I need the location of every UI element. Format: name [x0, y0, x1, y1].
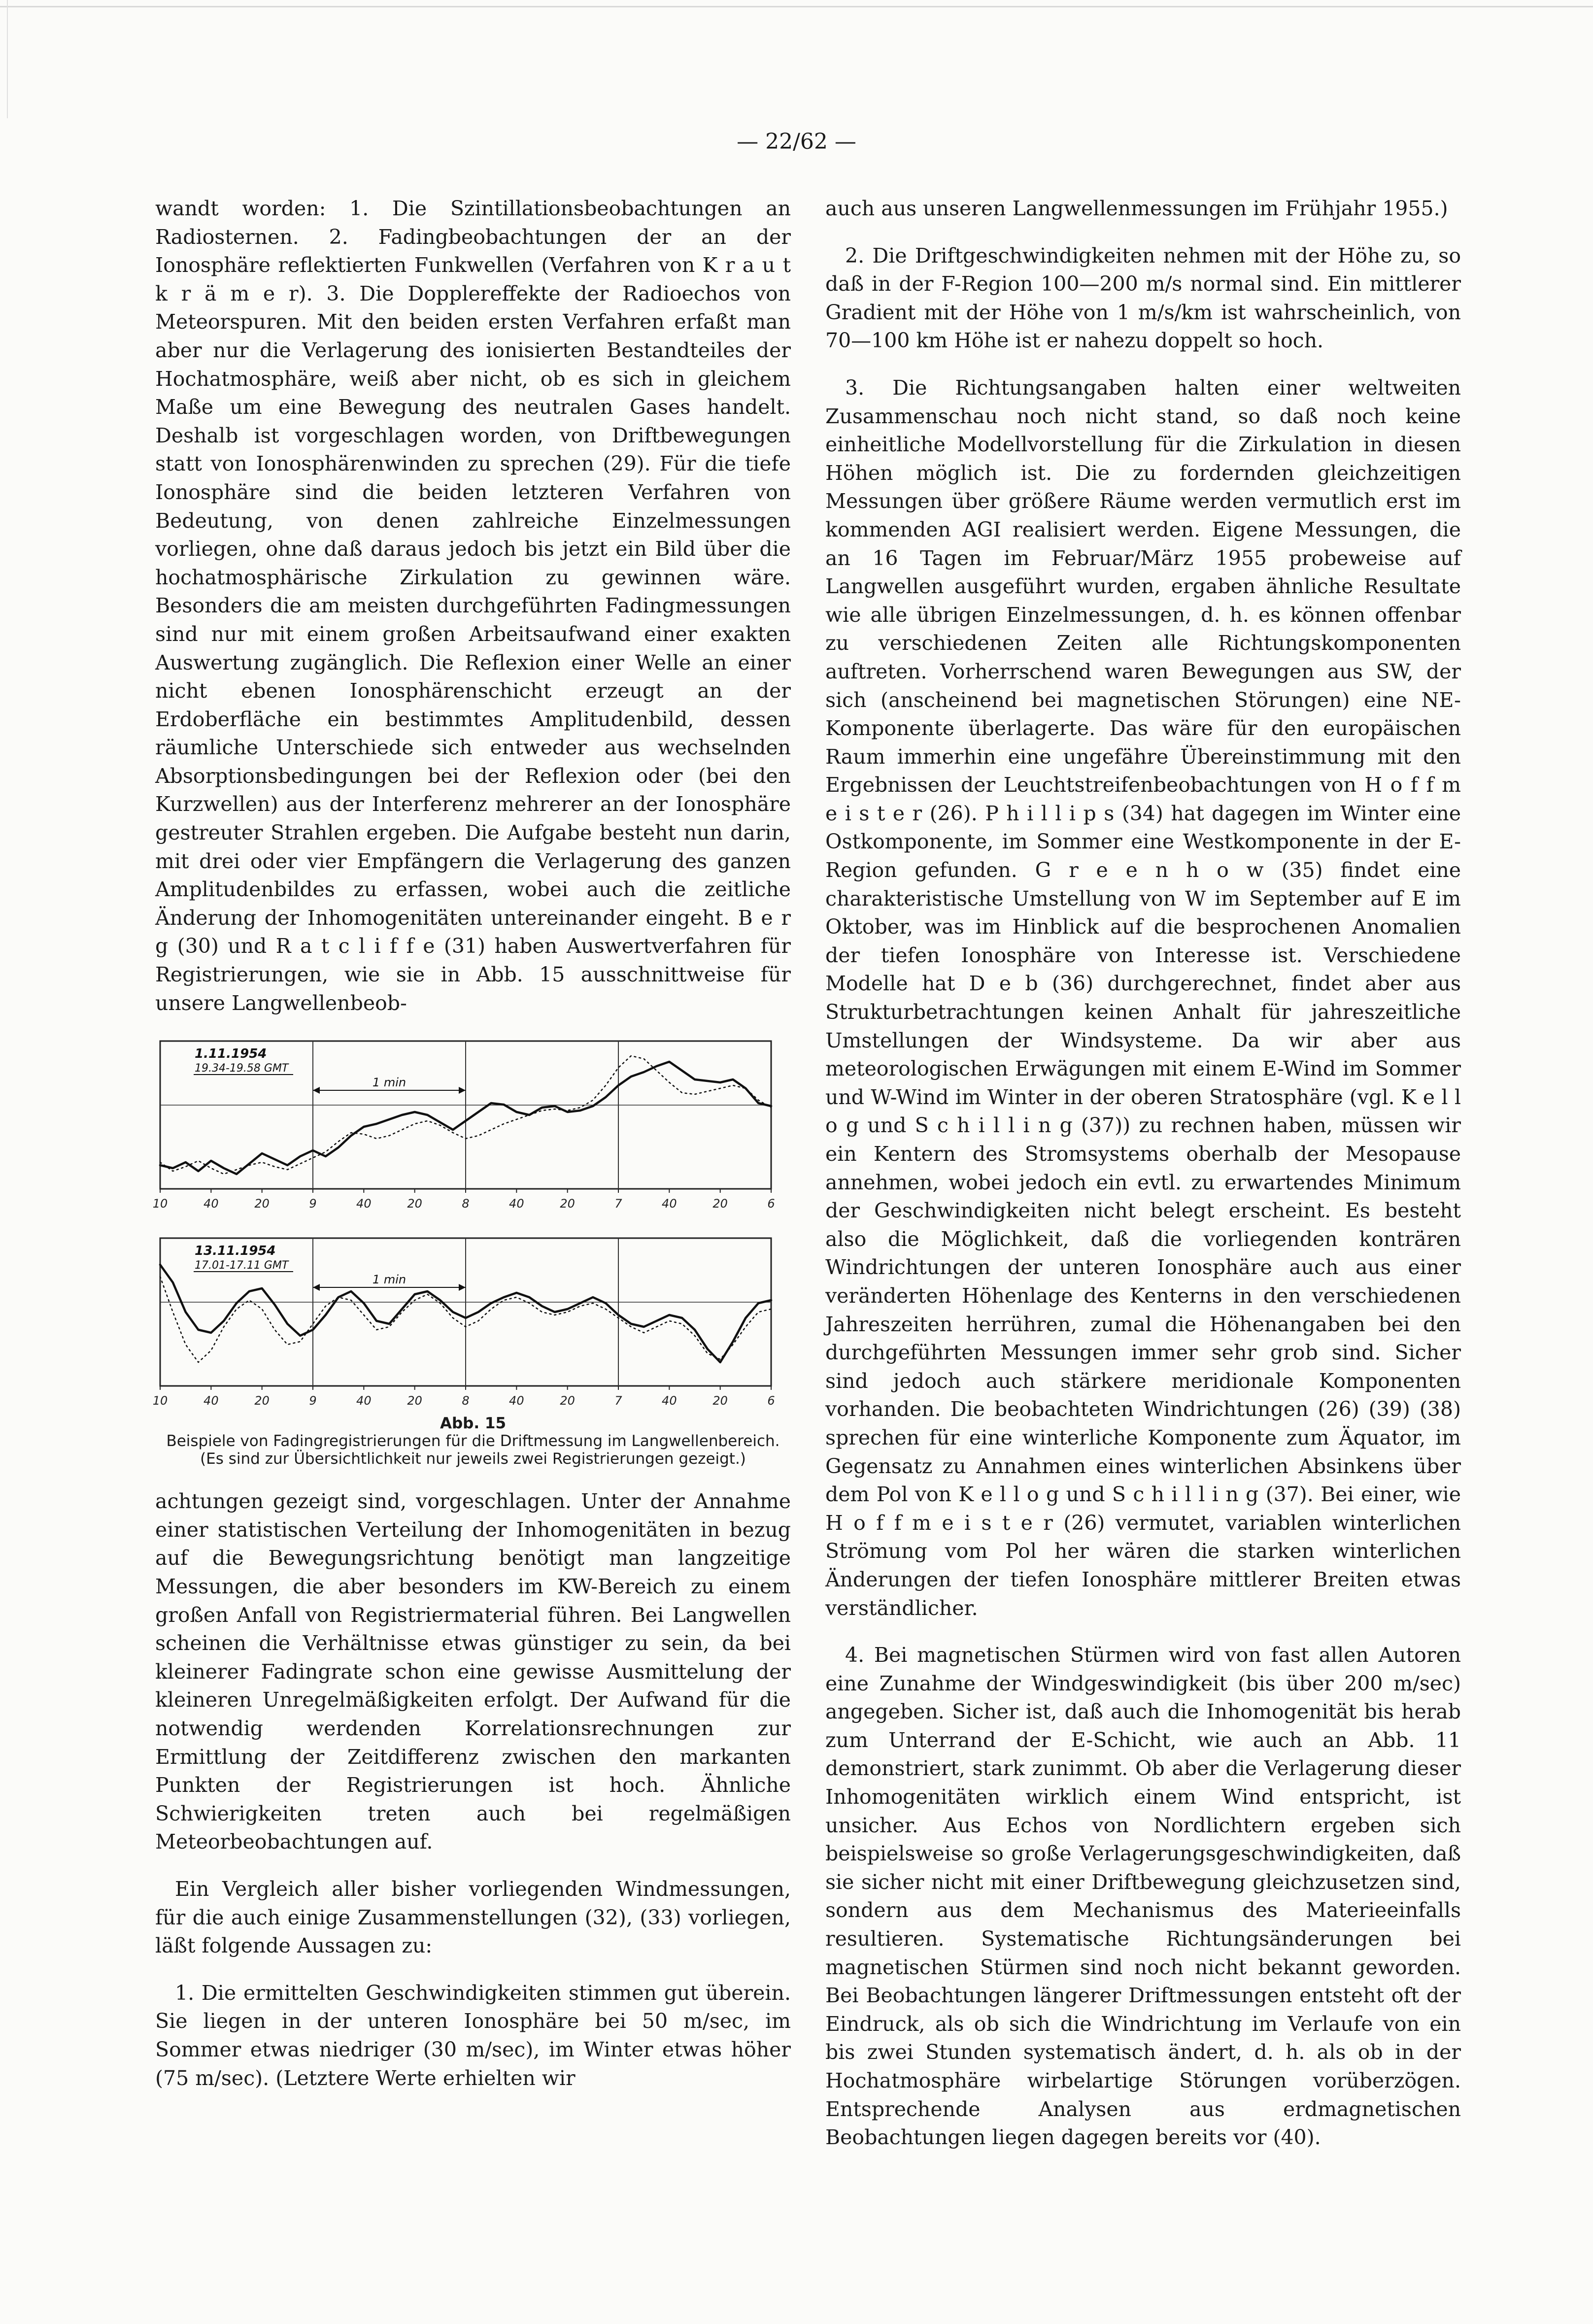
caption-text: Beispiele von Fadingregistrierungen für die Driftmessung im Langwellenbereich. (Es sind zur Übersichtlichkeit nur jeweils zwei Registrierungen gezeigt.)	[166, 1432, 780, 1468]
figure-caption	[155, 1415, 791, 1468]
chart-subtitle: 17.01-17.11 GMT	[195, 1259, 289, 1272]
x-tick-label: 20	[560, 1197, 575, 1211]
x-tick-label: 9	[309, 1197, 317, 1211]
x-tick-label: 40	[203, 1197, 219, 1211]
left-column	[152, 195, 791, 2111]
x-tick-label: 10	[152, 1197, 168, 1211]
x-tick-label: 20	[254, 1394, 270, 1408]
page-number: — 22/62 —	[737, 129, 856, 154]
paragraph: wandt worden: 1. Die Szintillationsbeobachtungen an Radiosternen. 2. Fadingbeobachtungen der an der Ionosphäre reflektierten Funkwellen (Verfahren von K r a u t k r ä m e r). 3. Die Dopplereffekte der Radioechos von Meteorspuren. Mit den beiden ersten Verfahren erfaßt man aber nur die Verlagerung des ionisierten Bestandteiles der Hochatmosphäre, weiß aber nicht, ob es sich in gleichem Maße um eine Bewegung des neutralen Gases handelt. Deshalb ist vorgeschlagen worden, von Driftbewegungen statt von Ionosphärenwinden zu sprechen (29). Für die tiefe Ionosphäre sind die beiden letzteren Verfahren von Bedeutung, von denen zahlreiche Einzelmessungen vorliegen, ohne daß daraus jedoch bis jetzt ein Bild über die hochatmosphärische Zirkulation zu gewinnen wäre. Besonders die am meisten durchgeführten Fadingmessungen sind nur mit einem großen Arbeitsaufwand einer exakten Auswertung zugänglich. Die Reflexion einer Welle an einer nicht ebenen Ionosphärenschicht erzeugt an der Erdoberfläche ein bestimmtes Amplitudenbild, dessen räumliche Unterschiede sich entweder aus wechselnden Absorptionsbedingungen bei der Reflexion oder (bei den Kurzwellen) aus der Interferenz mehrerer an der Ionosphäre gestreuter Strahlen ergeben. Die Aufgabe besteht nun darin, mit drei oder vier Empfängern die Verlagerung des ganzen Amplitudenbildes zu erfassen, wobei auch die zeitliche Änderung der Inhomogenitäten untereinander eingeht. B e r g (30) und R a t c l i f f e (31) haben Auswertverfahren für Registrierungen, wie sie in Abb. 15 ausschnittweise für unsere Langwellenbeob-	[155, 197, 791, 1015]
paragraph: auch aus unseren Langwellenmessungen im Frühjahr 1955.)	[825, 197, 1448, 220]
paragraph: 1. Die ermittelten Geschwindigkeiten stimmen gut überein. Sie liegen in der unteren Ionosphäre bei 50 m/sec, im Sommer etwas niedriger (30 m/sec), im Winter etwas höher (75 m/sec). (Letztere Werte erhielten wir	[155, 1981, 791, 2090]
x-tick-label: 40	[356, 1394, 372, 1408]
paragraph: 4. Bei magnetischen Stürmen wird von fast allen Autoren eine Zunahme der Windgeswindigkeit (bis über 200 m/sec) angegeben. Sicher ist, daß auch die Inhomogenität bis herab zum Unterrand der E-Schicht, wie auch an Abb. 11 demonstriert, stark zunimmt. Ob aber die Verlagerung dieser Inhomogenitäten wirklich einem Wind entspricht, ist unsicher. Aus Echos von Nordlichtern ergeben sich beispielsweise so große Verlagerungsgeschwindigkeiten, daß sie sicher nicht mit einer Driftbewegung gleichzusetzen sind, sondern aus dem Mechanismus des Materieeinfalls resultieren. Systematische Richtungsänderungen bei magnetischen Stürmen sind noch nicht bekannt geworden. Bei Beobachtungen längerer Driftmessungen entsteht oft der Eindruck, als ob sich die Windrichtung im Verlaufe von ein bis zwei Stunden systematisch ändert, d. h. als ob in der Hochatmosphäre wirbelartige Störungen vorüberzögen. Entsprechende Analysen aus erdmagnetischen Beobachtungen liegen dagegen bereits vor (40).	[825, 1643, 1461, 2150]
x-tick-label: 7	[614, 1197, 622, 1211]
x-tick-label: 20	[560, 1394, 575, 1408]
scale-label: 1 min	[372, 1076, 407, 1090]
fading-chart-1	[152, 1036, 791, 1213]
x-tick-label: 6	[767, 1394, 775, 1408]
x-tick-label: 40	[509, 1197, 524, 1211]
chart-subtitle: 19.34-19.58 GMT	[195, 1062, 289, 1075]
x-tick-label: 20	[254, 1197, 270, 1211]
paragraph: 3. Die Richtungsangaben halten einer weltweiten Zusammenschau noch nicht stand, so daß noch keine einheitliche Modellvorstellung für die Zirkulation in diesen Höhen möglich ist. Die zu fordernden gleichzeitigen Messungen über größere Räume werden vermutlich erst im kommenden AGI realisiert werden. Eigene Messungen, die an 16 Tagen im Februar/März 1955 probeweise auf Langwellen ausgeführt wurden, ergaben ähnliche Resultate wie alle übrigen Einzelmessungen, d. h. es können offenbar zu verschiedenen Zeiten alle Richtungskomponenten auftreten. Vorherrschend waren Bewegungen aus SW, der sich (anscheinend bei magnetischen Störungen) eine NE-Komponente überlagerte. Das wäre für den europäischen Raum immerhin eine ungefähre Übereinstimmung mit den Ergebnissen der Leuchtstreifenbeobachtungen von H o f f m e i s t e r (26). P h i l l i p s (34) hat dagegen im Winter eine Ostkomponente, im Sommer eine Westkomponente in der E-Region gefunden. G r e e n h o w (35) findet eine charakteristische Umstellung von W im September auf E im Oktober, was im Hinblick auf die besprochenen Anomalien der tiefen Ionosphäre von Interesse ist. Verschiedene Modelle hat D e b (36) durchgerechnet, findet aber aus Strukturbetrachtungen keinen Anhalt für jahreszeitliche Umstellungen der Windsysteme. Da wir aber aus meteorologischen Erwägungen mit einem E-Wind im Sommer und W-Wind im Winter in der oberen Stratosphäre (vgl. K e l l o g und S c h i l l i n g (37)) zu rechnen haben, müssen wir ein Kentern des Stromsystems oberhalb der Mesopause annehmen, wobei jedoch ein evtl. zu erwartendes Minimum der Geschwindigkeiten nicht belegt erscheint. Es besteht also die Möglichkeit, daß die vorliegenden konträren Windrichtungen der unteren Ionosphäre auch aus einer veränderten Höhenlage des Kenterns in den verschiedenen Jahreszeiten herrühren, zumal die Höhenangaben bei den durchgeführten Messungen immer sehr grob sind. Sicher sind jedoch auch stärkere meridionale Komponenten vorhanden. Die beobachteten Windrichtungen (26) (39) (38) sprechen für eine winterliche Komponente zum Äquator, im Gegensatz zu Annahmen eines winterlichen Absinkens über dem Pol von K e l l o g und S c h i l l i n g (37). Bei einer, wie H o f f m e i s t e r (26) vermutet, variablen winterlichen Strömung vom Pol her wären die starken winterlichen Änderungen der tiefen Ionosphäre mittlerer Breiten etwas verständlicher.	[825, 375, 1461, 1620]
x-tick-label: 40	[662, 1394, 677, 1408]
x-tick-label: 9	[309, 1394, 317, 1408]
right-column	[825, 195, 1461, 2171]
x-tick-label: 6	[767, 1197, 775, 1211]
x-tick-label: 40	[509, 1394, 524, 1408]
x-tick-label: 8	[462, 1197, 470, 1211]
figure-abb-15	[152, 1036, 791, 1468]
x-tick-label: 40	[662, 1197, 677, 1211]
scale-label: 1 min	[372, 1273, 407, 1287]
x-tick-label: 20	[712, 1197, 728, 1211]
x-tick-label: 8	[462, 1394, 470, 1408]
x-tick-label: 40	[203, 1394, 219, 1408]
chart-title: 1.11.1954	[195, 1046, 267, 1062]
x-tick-label: 20	[407, 1394, 422, 1408]
scan-edge-mark	[7, 0, 8, 118]
x-tick-label: 10	[152, 1394, 168, 1408]
caption-title: Abb. 15	[440, 1415, 507, 1433]
x-tick-label: 20	[407, 1197, 422, 1211]
scan-edge-rule	[0, 6, 1593, 7]
chart-title: 13.11.1954	[195, 1244, 276, 1259]
x-tick-label: 20	[712, 1394, 728, 1408]
fading-chart-2	[152, 1233, 791, 1411]
paragraph: Ein Vergleich aller bisher vorliegenden Windmessungen, für die auch einige Zusammenstellungen (32), (33) vorliegen, läßt folgende Aussagen zu:	[155, 1877, 791, 1958]
paragraph: achtungen gezeigt sind, vorgeschlagen. Unter der Annahme einer statistischen Verteilung der Inhomogenitäten in bezug auf die Bewegungsrichtung benötigt man langzeitige Messungen, die aber besonders im KW-Bereich zu einem großen Anfall von Registriermaterial führen. Bei Langwellen scheinen die Verhältnisse etwas günstiger zu sein, da bei kleinerer Fadingrate schon eine gewisse Ausmittelung der kleineren Unregelmäßigkeiten erfolgt. Der Aufwand für die notwendig werdenden Korrelationsrechnungen zur Ermittlung der Zeitdifferenz zwischen den markanten Punkten der Registrierungen ist hoch. Ähnliche Schwierigkeiten treten auch bei regelmäßigen Meteorbeobachtungen auf.	[155, 1489, 791, 1854]
paragraph: 2. Die Driftgeschwindigkeiten nehmen mit der Höhe zu, so daß in der F-Region 100—200 m/s normal sind. Ein mittlerer Gradient mit der Höhe von 1 m/s/km ist wahrscheinlich, von 70—100 km Höhe ist er nahezu doppelt so hoch.	[825, 243, 1461, 353]
x-tick-label: 7	[614, 1394, 622, 1408]
x-tick-label: 40	[356, 1197, 372, 1211]
